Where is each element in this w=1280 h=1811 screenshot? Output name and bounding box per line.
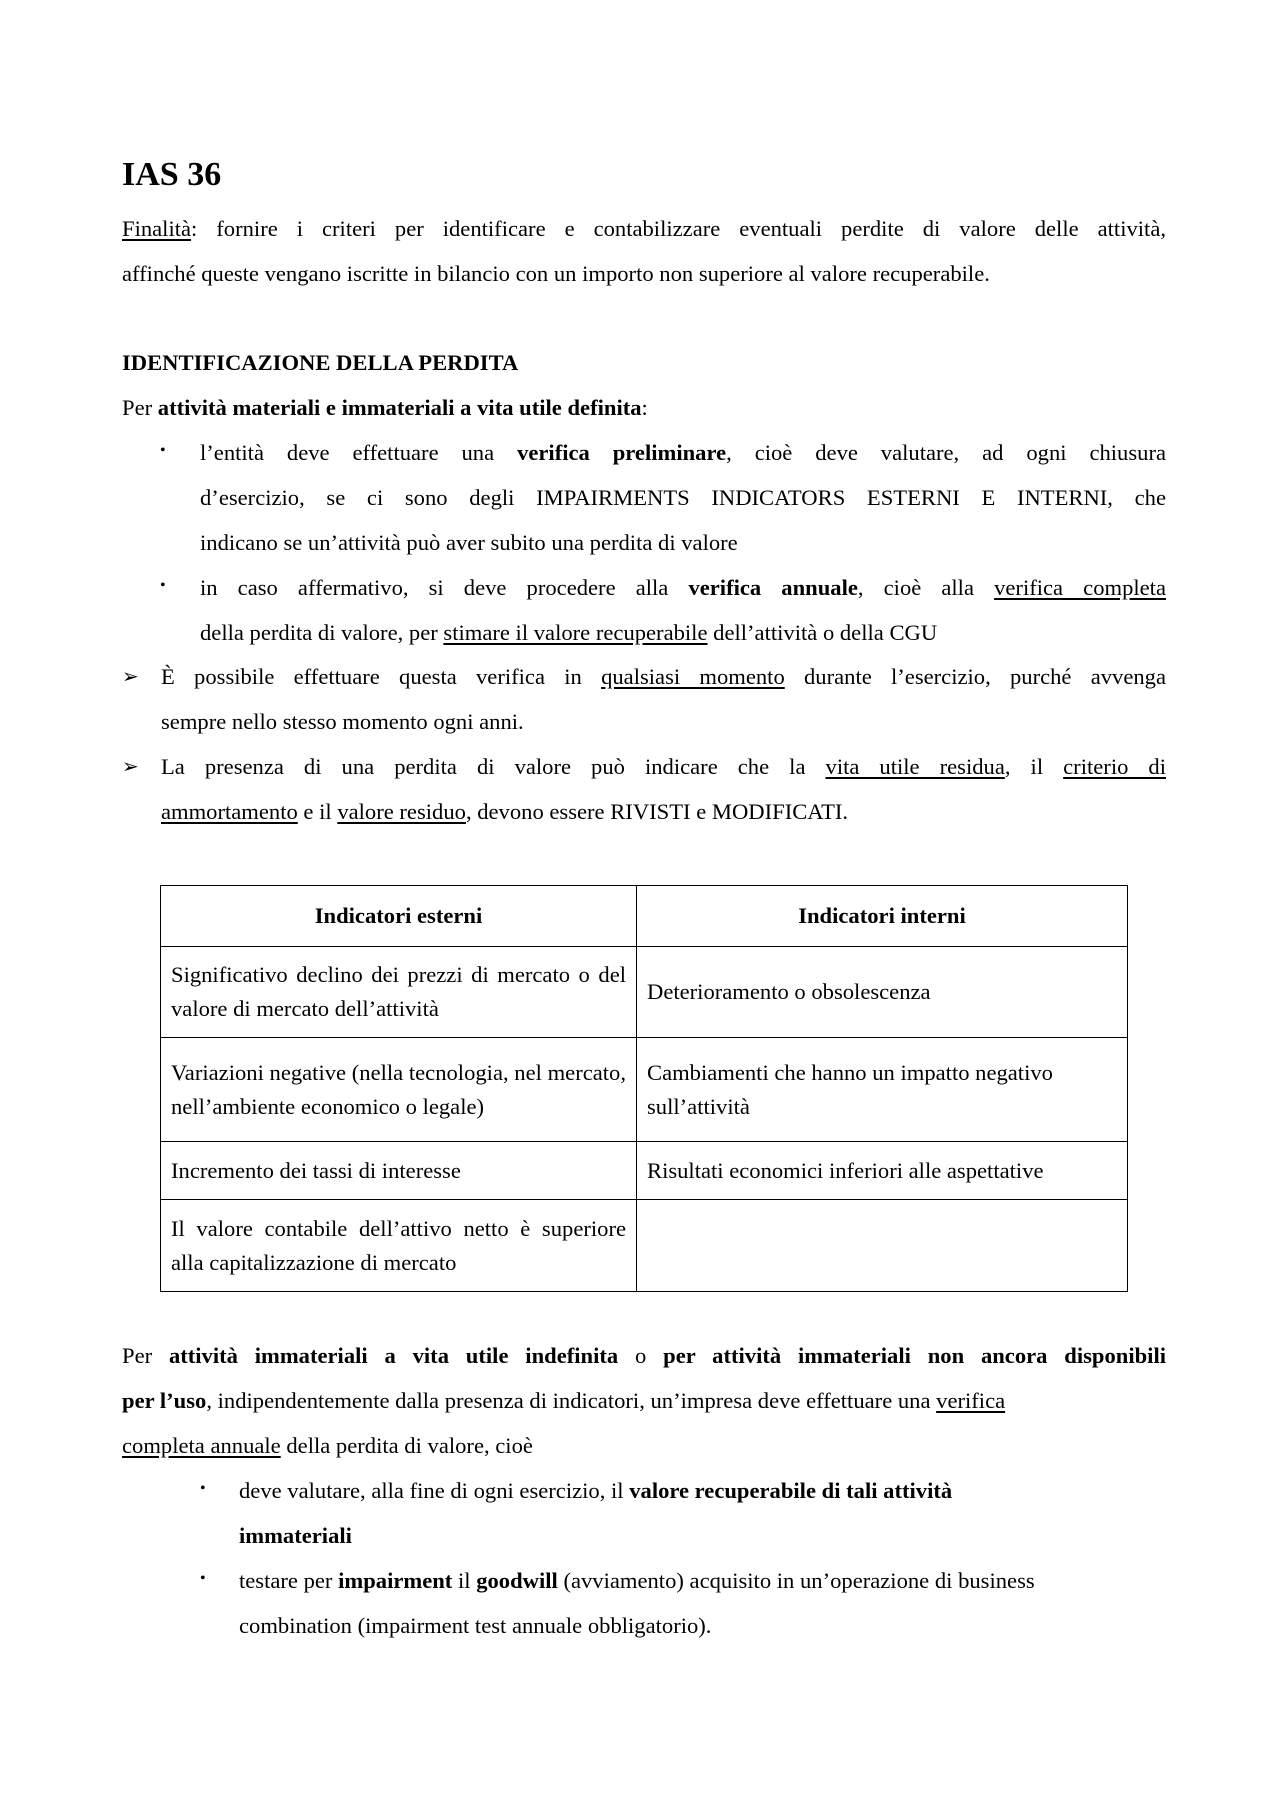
b2-underline-2: stimare il valore recuperabile: [443, 620, 708, 645]
indefinite-line-3: [122, 1423, 533, 1468]
table-cell: Incremento dei tassi di interesse: [161, 1142, 637, 1200]
bullet2-line-2: [200, 610, 937, 655]
ind-underline-1: verifica: [936, 1388, 1006, 1413]
arrow2-line-2: [161, 789, 848, 834]
table-cell: Risultati economici inferiori alle aspettative: [637, 1142, 1128, 1200]
bullet-icon: •: [160, 442, 166, 459]
ind-bold-2: per attività immateriali non ancora disponibili: [663, 1343, 1167, 1368]
a1-underline: qualsiasi momento: [601, 664, 785, 689]
indicators-table: [160, 885, 1128, 1292]
b1-text-a: l’entità deve effettuare una: [200, 440, 518, 465]
a2-text-c: , il: [1004, 754, 1064, 779]
ib2-text-c: il: [452, 1568, 477, 1593]
bullet-icon: •: [200, 1480, 206, 1497]
table-header-row: [161, 886, 1128, 947]
bullet-icon: •: [160, 577, 166, 594]
ind-text-c: o: [618, 1343, 664, 1368]
arrow1-line-2: sempre nello stesso momento ogni anni.: [161, 709, 524, 734]
indefinite-bullet2-line-1: [239, 1558, 1035, 1603]
section-heading: IDENTIFICAZIONE DELLA PERDITA: [122, 350, 519, 375]
a2-underline-1: vita utile residua: [825, 754, 1005, 779]
ind-underline-2: completa annuale: [122, 1433, 281, 1458]
table-row: [161, 1200, 1128, 1292]
ib2-text-a: testare per: [239, 1568, 339, 1593]
defined-pre: Per: [122, 395, 158, 420]
a2-text-a: La presenza di una perdita di valore può indicare che la: [161, 754, 826, 779]
ind-bold-1: attività immateriali a vita utile indefinita: [168, 1343, 619, 1368]
b2-text-a: in caso affermativo, si deve procedere alla: [200, 575, 689, 600]
indefinite-bullet2-line-2: combination (impairment test annuale obbligatorio).: [239, 1613, 712, 1638]
bullet-icon: •: [200, 1570, 206, 1587]
header-internal-indicators: Indicatori interni: [637, 886, 1128, 947]
intro-label: Finalità: [122, 216, 192, 241]
bullet1-line-2: d’esercizio, se ci sono degli IMPAIRMENTS INDICATORS ESTERNI E INTERNI, che: [200, 485, 1166, 510]
indefinite-line-1: [122, 1333, 1166, 1378]
defined-post: :: [641, 395, 648, 420]
a2-underline-3: ammortamento: [161, 799, 298, 824]
ind-bold-3: per l’uso: [122, 1388, 207, 1413]
indefinite-line-2: [122, 1378, 1005, 1423]
b1-bold: verifica preliminare: [517, 440, 727, 465]
b2-text-2a: della perdita di valore, per: [200, 620, 444, 645]
a2-underline-4: valore residuo: [337, 799, 466, 824]
a2-underline-2: criterio di: [1063, 754, 1166, 779]
table-cell: Cambiamenti che hanno un impatto negativo sull’attività: [637, 1038, 1128, 1142]
header-external-indicators: Indicatori esterni: [161, 886, 637, 947]
page-title: IAS 36: [122, 156, 222, 193]
defined-intro: [122, 385, 648, 430]
intro-line-2: affinché queste vengano iscritte in bilancio con un importo non superiore al valore recuperabile.: [122, 261, 990, 286]
table-row: [161, 1142, 1128, 1200]
table-row: [161, 1038, 1128, 1142]
bullet1-line-1: [200, 430, 1166, 475]
table-cell: Deterioramento o obsolescenza: [637, 947, 1128, 1038]
intro-text-1: : fornire i criteri per identificare e contabilizzare eventuali perdite di valore delle attività,: [191, 216, 1166, 241]
table-row: [161, 947, 1128, 1038]
table-cell: Variazioni negative (nella tecnologia, nel mercato, nell’ambiente economico o legale): [161, 1038, 637, 1142]
ind-text-2b: , indipendentemente dalla presenza di indicatori, un’impresa deve effettuare una: [206, 1388, 937, 1413]
ib1-bold: valore recuperabile di tali attività: [629, 1478, 953, 1503]
b2-text-2c: dell’attività o della CGU: [707, 620, 938, 645]
b1-text-c: , cioè deve valutare, ad ogni chiusura: [726, 440, 1166, 465]
indefinite-bullet1-line-2: immateriali: [239, 1523, 352, 1548]
a2-text-2b: e il: [297, 799, 338, 824]
table-cell: [637, 1200, 1128, 1292]
bullet1-line-3: indicano se un’attività può aver subito una perdita di valore: [200, 530, 738, 555]
defined-bold: attività materiali e immateriali a vita utile definita: [157, 395, 642, 420]
b2-text-c: , cioè alla: [857, 575, 995, 600]
arrow2-line-1: [161, 744, 1166, 789]
arrow1-line-1: [161, 654, 1166, 699]
a2-text-2d: , devono essere RIVISTI e MODIFICATI.: [465, 799, 849, 824]
b2-bold: verifica annuale: [688, 575, 858, 600]
ind-text-a: Per: [122, 1343, 169, 1368]
arrow-bullet-icon: ➢: [122, 756, 139, 778]
table-cell: Significativo declino dei prezzi di mercato o del valore di mercato dell’attività: [161, 947, 637, 1038]
bullet2-line-1: [200, 565, 1166, 610]
ib2-text-e: (avviamento) acquisito in un’operazione di business: [557, 1568, 1035, 1593]
b2-underline: verifica completa: [994, 575, 1166, 600]
a1-text-c: durante l’esercizio, purché avvenga: [784, 664, 1166, 689]
ib2-bold-2: goodwill: [476, 1568, 558, 1593]
ib2-bold-1: impairment: [338, 1568, 453, 1593]
a1-text-a: È possibile effettuare questa verifica in: [161, 664, 602, 689]
indefinite-bullet1-line-1: [239, 1468, 952, 1513]
ind-text-3b: della perdita di valore, cioè: [280, 1433, 533, 1458]
intro-line-1: [122, 206, 1166, 251]
ib1-text-a: deve valutare, alla fine di ogni esercizio, il: [239, 1478, 630, 1503]
arrow-bullet-icon: ➢: [122, 666, 139, 688]
table-cell: Il valore contabile dell’attivo netto è superiore alla capitalizzazione di mercato: [161, 1200, 637, 1292]
